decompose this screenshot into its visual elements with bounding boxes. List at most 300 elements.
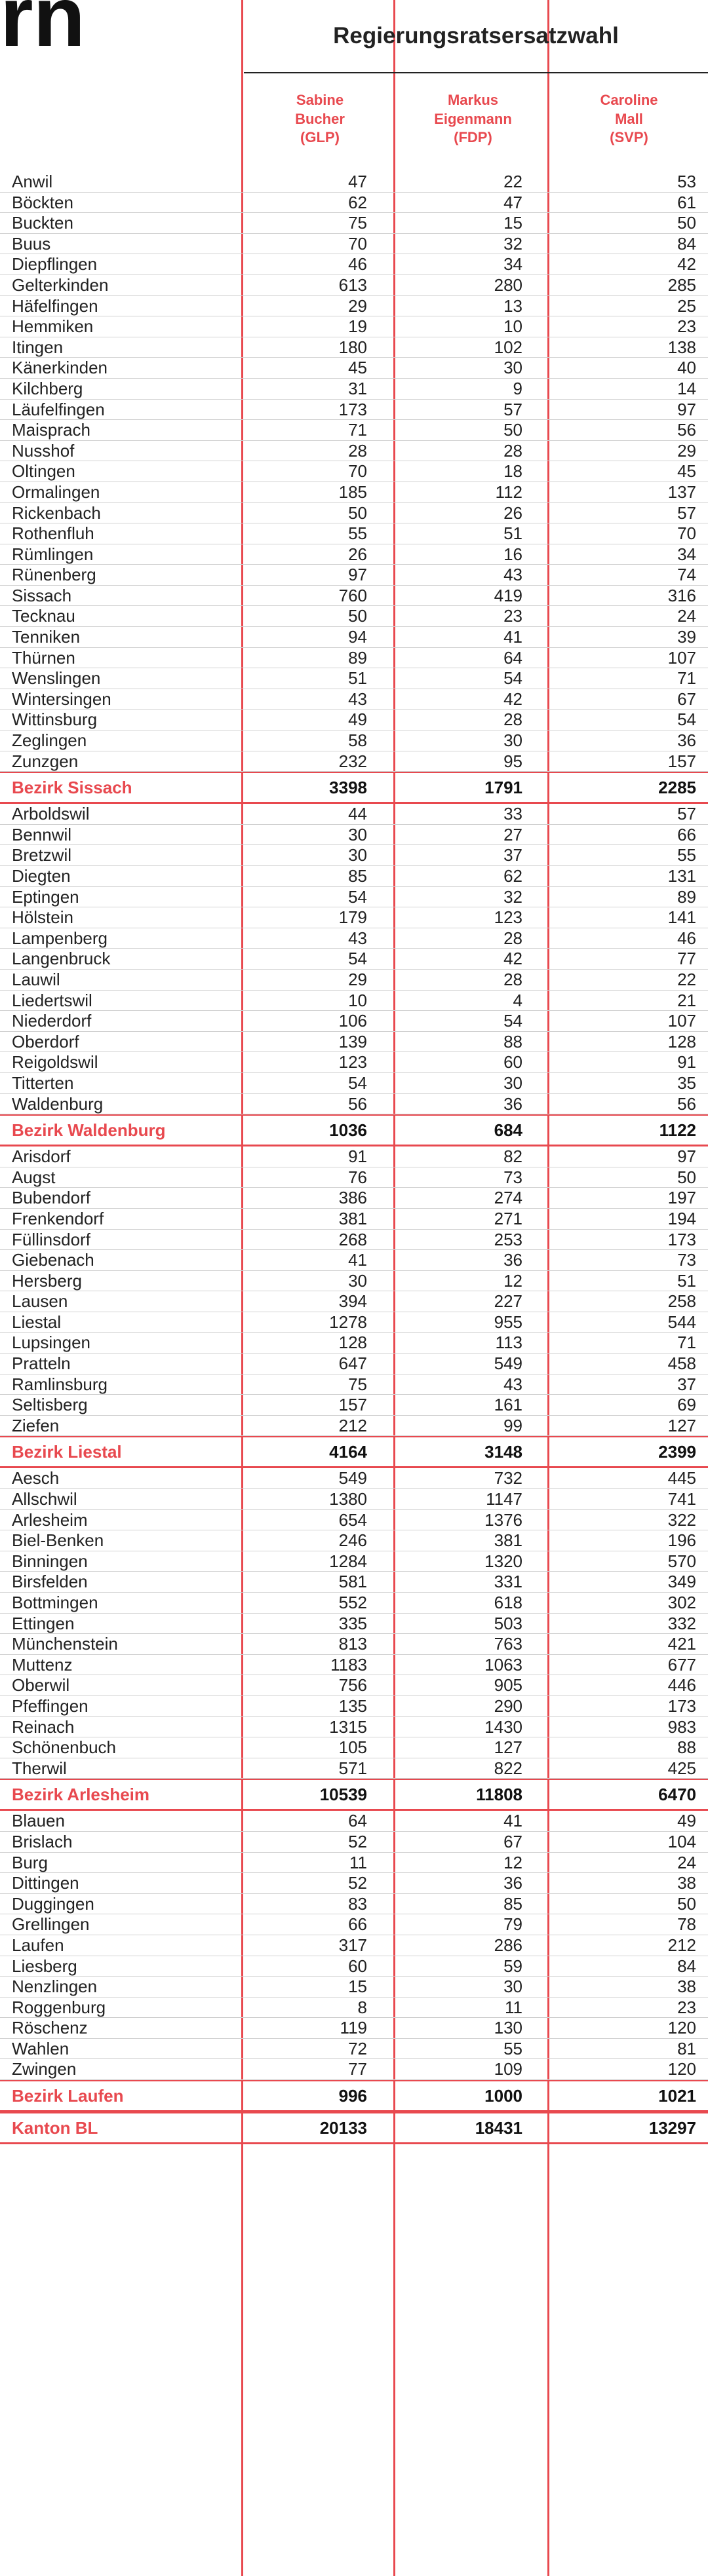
municipality-name: Hersberg: [12, 1270, 82, 1291]
vote-count: 51: [503, 523, 522, 544]
vote-count: 50: [348, 502, 367, 523]
table-row: [0, 1655, 708, 1676]
vote-count: 1791: [484, 778, 522, 798]
table-header: Regierungsratsersatzwahl: [244, 0, 708, 73]
table-row: [0, 887, 708, 908]
municipality-name: Nusshof: [12, 440, 75, 461]
vote-count: 3398: [329, 778, 367, 798]
municipality-name: Pfeffingen: [12, 1695, 88, 1716]
vote-count: 20133: [319, 2118, 367, 2138]
municipality-name: Langenbruck: [12, 949, 111, 969]
vote-count: 73: [503, 1167, 522, 1187]
vote-count: 760: [338, 585, 367, 605]
vote-count: 120: [667, 2018, 696, 2038]
vote-count: 26: [503, 502, 522, 523]
table-row: [0, 213, 708, 234]
municipality-name: Bezirk Sissach: [12, 778, 132, 798]
vote-count: 23: [677, 316, 696, 337]
municipality-name: Sissach: [12, 585, 72, 605]
table-row: [0, 730, 708, 751]
vote-count: 570: [667, 1551, 696, 1571]
municipality-name: Buus: [12, 233, 51, 254]
municipality-name: Känerkinden: [12, 358, 108, 378]
municipality-name: Pratteln: [12, 1354, 71, 1374]
table-row: [0, 689, 708, 710]
vote-count: 179: [338, 907, 367, 928]
municipality-name: Muttenz: [12, 1654, 73, 1675]
municipality-name: Augst: [12, 1167, 56, 1187]
vote-count: 2285: [658, 778, 696, 798]
municipality-name: Wintersingen: [12, 689, 111, 709]
vote-count: 647: [338, 1354, 367, 1374]
municipality-name: Duggingen: [12, 1893, 94, 1914]
vote-count: 88: [503, 1031, 522, 1051]
vote-count: 54: [677, 710, 696, 730]
vote-count: 11: [349, 1852, 367, 1872]
municipality-name: Zeglingen: [12, 730, 87, 751]
vote-count: 74: [677, 565, 696, 585]
vote-count: 128: [667, 1031, 696, 1051]
vote-count: 654: [338, 1509, 367, 1530]
vote-count: 70: [348, 461, 367, 482]
vote-count: 141: [667, 907, 696, 928]
municipality-name: Itingen: [12, 337, 64, 357]
vote-count: 35: [677, 1072, 696, 1093]
vote-count: 3148: [484, 1442, 522, 1462]
vote-count: 89: [677, 886, 696, 907]
table-row: [0, 1209, 708, 1230]
vote-count: 28: [503, 928, 522, 948]
vote-count: 322: [667, 1509, 696, 1530]
vote-count: 173: [338, 399, 367, 419]
vote-count: 22: [503, 172, 522, 191]
vote-count: 822: [494, 1758, 522, 1778]
vote-count: 19: [348, 316, 367, 337]
vote-count: 1315: [329, 1716, 367, 1737]
table-row: [0, 825, 708, 846]
vote-count: 113: [495, 1333, 522, 1353]
vote-count: 18: [503, 461, 522, 482]
municipality-name: Bubendorf: [12, 1188, 90, 1208]
table-row: [0, 1333, 708, 1354]
table-row: [0, 1374, 708, 1395]
municipality-name: Ziefen: [12, 1415, 60, 1435]
municipality-name: Ramlinsburg: [12, 1374, 108, 1394]
table-row: [0, 1530, 708, 1551]
table-row: [0, 193, 708, 214]
vote-count: 69: [677, 1395, 696, 1415]
vote-count: 23: [677, 1997, 696, 2017]
vote-count: 75: [348, 1374, 367, 1394]
vote-count: 59: [503, 1956, 522, 1976]
municipality-name: Zwingen: [12, 2059, 77, 2079]
municipality-name: Ettingen: [12, 1613, 75, 1633]
municipality-name: Eptingen: [12, 886, 79, 907]
vote-count: 30: [503, 730, 522, 751]
vote-count: 258: [667, 1291, 696, 1312]
vote-count: 53: [677, 172, 696, 191]
table-row: [0, 316, 708, 337]
vote-count: 2399: [658, 1442, 696, 1462]
table-row: [0, 296, 708, 317]
vote-count: 458: [667, 1354, 696, 1374]
table-row: [0, 1416, 708, 1437]
municipality-name: Oberdorf: [12, 1031, 79, 1051]
vote-count: 16: [503, 544, 522, 564]
vote-count: 11: [505, 1997, 522, 2017]
municipality-name: Liesberg: [12, 1956, 77, 1976]
municipality-name: Reinach: [12, 1716, 75, 1737]
vote-count: 381: [494, 1530, 522, 1551]
vote-count: 18431: [475, 2118, 522, 2138]
municipality-name: Wahlen: [12, 2038, 69, 2058]
table-row: [0, 1572, 708, 1593]
table-row: [0, 2018, 708, 2039]
vote-count: 55: [503, 2038, 522, 2058]
table-row: [0, 668, 708, 689]
vote-count: 22: [677, 969, 696, 989]
vote-count: 253: [494, 1229, 522, 1249]
vote-count: 70: [348, 233, 367, 254]
vote-count: 72: [348, 2038, 367, 2058]
municipality-name: Thürnen: [12, 647, 75, 668]
vote-count: 97: [677, 399, 696, 419]
vote-count: 331: [494, 1572, 522, 1592]
table-row: [0, 461, 708, 482]
vote-count: 161: [494, 1395, 522, 1415]
vote-count: 286: [494, 1935, 522, 1955]
municipality-name: Grellingen: [12, 1914, 90, 1935]
vote-count: 131: [667, 866, 696, 886]
vote-count: 349: [667, 1572, 696, 1592]
vote-count: 50: [677, 213, 696, 233]
vote-count: 6470: [658, 1785, 696, 1805]
vote-count: 552: [338, 1593, 367, 1612]
table-row: [0, 1052, 708, 1073]
vote-count: 120: [667, 2059, 696, 2079]
vote-count: 49: [348, 710, 367, 730]
vote-count: 386: [338, 1188, 367, 1208]
municipality-name: Häfelfingen: [12, 295, 98, 316]
municipality-name: Frenkendorf: [12, 1208, 104, 1228]
municipality-name: Dittingen: [12, 1873, 79, 1893]
vote-count: 43: [503, 1374, 522, 1394]
vote-count: 76: [348, 1167, 367, 1187]
vote-count: 544: [667, 1312, 696, 1332]
vote-count: 99: [503, 1415, 522, 1435]
vote-count: 30: [503, 358, 522, 378]
vote-count: 104: [667, 1831, 696, 1851]
vote-count: 1183: [330, 1654, 367, 1675]
table-row: [0, 1489, 708, 1510]
table-row: [0, 1312, 708, 1333]
municipality-name: Bezirk Arlesheim: [12, 1785, 150, 1805]
vote-count: 34: [677, 544, 696, 564]
municipality-name: Biel-Benken: [12, 1530, 104, 1551]
table-row: [0, 565, 708, 586]
table-row: [0, 337, 708, 358]
table-row: [0, 1230, 708, 1251]
vote-count: 741: [667, 1489, 696, 1509]
vote-count: 66: [677, 824, 696, 844]
vote-count: 64: [348, 1811, 367, 1831]
vote-count: 332: [667, 1613, 696, 1633]
canton-total-row: [0, 2112, 708, 2144]
table-row: [0, 1167, 708, 1188]
vote-count: 13297: [648, 2118, 696, 2138]
table-row: [0, 866, 708, 887]
vote-count: 24: [677, 606, 696, 626]
district-total-row: [0, 772, 708, 804]
vote-count: 756: [338, 1675, 367, 1695]
results-table: [0, 172, 708, 2144]
municipality-name: Tecknau: [12, 606, 75, 626]
vote-count: 581: [338, 1572, 367, 1592]
table-row: [0, 1832, 708, 1853]
table-row: [0, 1914, 708, 1935]
table-row: [0, 523, 708, 544]
municipality-name: Rümlingen: [12, 544, 94, 564]
table-row: [0, 254, 708, 275]
vote-count: 28: [503, 710, 522, 730]
vote-count: 196: [667, 1530, 696, 1551]
vote-count: 28: [503, 440, 522, 461]
vote-count: 57: [677, 804, 696, 824]
municipality-name: Münchenstein: [12, 1634, 118, 1654]
vote-count: 40: [677, 358, 696, 378]
vote-count: 46: [348, 254, 367, 275]
municipality-name: Anwil: [12, 172, 53, 191]
vote-count: 45: [677, 461, 696, 482]
municipality-name: Hölstein: [12, 907, 73, 928]
vote-count: 137: [667, 482, 696, 502]
vote-count: 130: [494, 2018, 522, 2038]
vote-count: 185: [338, 482, 367, 502]
vote-count: 9: [513, 378, 522, 398]
table-row: [0, 751, 708, 772]
vote-count: 212: [667, 1935, 696, 1955]
vote-count: 618: [494, 1593, 522, 1612]
vote-count: 157: [667, 751, 696, 771]
vote-count: 27: [503, 824, 522, 844]
vote-count: 28: [348, 440, 367, 461]
vote-count: 138: [667, 337, 696, 357]
vote-count: 71: [677, 668, 696, 689]
municipality-name: Blauen: [12, 1811, 65, 1831]
table-row: [0, 2039, 708, 2060]
table-row: [0, 441, 708, 462]
vote-count: 28: [503, 969, 522, 989]
vote-count: 1278: [329, 1312, 367, 1332]
municipality-name: Rickenbach: [12, 502, 101, 523]
candidate-eigenmann: Markus Eigenmann (FDP): [434, 92, 512, 146]
table-row: [0, 1073, 708, 1094]
municipality-name: Bezirk Liestal: [12, 1442, 122, 1462]
vote-count: 102: [494, 337, 522, 357]
vote-count: 32: [503, 233, 522, 254]
table-row: [0, 2059, 708, 2080]
vote-count: 10539: [319, 1785, 367, 1805]
vote-count: 8: [357, 1997, 367, 2017]
table-row: [0, 1468, 708, 1489]
vote-count: 15: [348, 1977, 367, 1997]
vote-count: 1147: [486, 1489, 522, 1509]
candidate-bucher: Sabine Bucher (GLP): [295, 92, 345, 146]
table-row: [0, 991, 708, 1012]
table-row: [0, 1634, 708, 1655]
vote-count: 91: [348, 1146, 367, 1167]
table-row: [0, 627, 708, 648]
vote-count: 30: [348, 1270, 367, 1291]
municipality-name: Diepflingen: [12, 254, 98, 275]
vote-count: 55: [677, 845, 696, 865]
vote-count: 613: [338, 275, 367, 295]
vote-count: 732: [494, 1468, 522, 1488]
municipality-name: Rünenberg: [12, 565, 96, 585]
table-row: [0, 1998, 708, 2018]
vote-count: 39: [677, 627, 696, 647]
table-row: [0, 1032, 708, 1053]
vote-count: 23: [503, 606, 522, 626]
vote-count: 29: [348, 969, 367, 989]
municipality-name: Wittinsburg: [12, 710, 98, 730]
table-row: [0, 1853, 708, 1874]
municipality-name: Birsfelden: [12, 1572, 88, 1592]
municipality-name: Allschwil: [12, 1489, 77, 1509]
vote-count: 212: [338, 1415, 367, 1435]
vote-count: 12: [503, 1270, 522, 1291]
vote-count: 105: [338, 1737, 367, 1758]
vote-count: 30: [503, 1072, 522, 1093]
vote-count: 302: [667, 1593, 696, 1612]
vote-count: 77: [677, 949, 696, 969]
vote-count: 44: [348, 804, 367, 824]
municipality-name: Giebenach: [12, 1250, 94, 1270]
vote-count: 43: [348, 689, 367, 709]
vote-count: 51: [677, 1270, 696, 1291]
vote-count: 50: [677, 1167, 696, 1187]
vote-count: 57: [503, 399, 522, 419]
table-row: [0, 1551, 708, 1572]
vote-count: 50: [677, 1893, 696, 1914]
table-row: [0, 845, 708, 866]
vote-count: 83: [348, 1893, 367, 1914]
municipality-name: Tenniken: [12, 627, 81, 647]
municipality-name: Lausen: [12, 1291, 68, 1312]
vote-count: 41: [503, 627, 522, 647]
vote-count: 85: [503, 1893, 522, 1914]
vote-count: 54: [503, 668, 522, 689]
municipality-name: Oberwil: [12, 1675, 70, 1695]
vote-count: 29: [677, 440, 696, 461]
vote-count: 232: [338, 751, 367, 771]
vote-count: 30: [348, 845, 367, 865]
vote-count: 290: [494, 1695, 522, 1716]
table-row: [0, 400, 708, 421]
vote-count: 47: [348, 172, 367, 191]
table-row: [0, 1094, 708, 1115]
vote-count: 89: [348, 647, 367, 668]
table-row: [0, 1956, 708, 1977]
table-row: [0, 420, 708, 441]
vote-count: 106: [338, 1011, 367, 1031]
table-row: [0, 970, 708, 991]
table-row: [0, 275, 708, 296]
municipality-name: Lampenberg: [12, 928, 108, 948]
vote-count: 109: [494, 2059, 522, 2079]
vote-count: 123: [338, 1052, 367, 1072]
table-row: [0, 1593, 708, 1614]
district-total-row: [0, 1114, 708, 1146]
table-row: [0, 234, 708, 255]
vote-count: 77: [348, 2059, 367, 2079]
vote-count: 32: [503, 886, 522, 907]
table-row: [0, 1250, 708, 1271]
municipality-name: Gelterkinden: [12, 275, 109, 295]
vote-count: 70: [677, 523, 696, 544]
municipality-name: Waldenburg: [12, 1093, 104, 1114]
vote-count: 42: [677, 254, 696, 275]
table-row: [0, 907, 708, 928]
vote-count: 119: [340, 2018, 367, 2038]
table-row: [0, 1675, 708, 1696]
table-row: [0, 172, 708, 193]
page-title: rn: [0, 0, 85, 64]
table-row: [0, 648, 708, 669]
vote-count: 81: [677, 2038, 696, 2058]
vote-count: 335: [338, 1613, 367, 1633]
vote-count: 30: [503, 1977, 522, 1997]
vote-count: 50: [503, 420, 522, 440]
vote-count: 60: [503, 1052, 522, 1072]
municipality-name: Kanton BL: [12, 2118, 98, 2138]
vote-count: 15: [503, 213, 522, 233]
vote-count: 71: [677, 1333, 696, 1353]
vote-count: 549: [338, 1468, 367, 1488]
vote-count: 37: [677, 1374, 696, 1394]
vote-count: 42: [503, 949, 522, 969]
vote-count: 316: [667, 585, 696, 605]
municipality-name: Bezirk Waldenburg: [12, 1120, 166, 1141]
municipality-name: Bezirk Laufen: [12, 2086, 124, 2106]
vote-count: 445: [667, 1468, 696, 1488]
vote-count: 75: [348, 213, 367, 233]
vote-count: 180: [338, 337, 367, 357]
vote-count: 173: [667, 1695, 696, 1716]
municipality-name: Wenslingen: [12, 668, 101, 689]
vote-count: 813: [338, 1634, 367, 1654]
vote-count: 95: [503, 751, 522, 771]
municipality-name: Diegten: [12, 866, 71, 886]
vote-count: 425: [667, 1758, 696, 1778]
vote-count: 26: [348, 544, 367, 564]
district-total-row: [0, 1436, 708, 1468]
vote-count: 88: [677, 1737, 696, 1758]
vote-count: 66: [348, 1914, 367, 1935]
municipality-name: Böckten: [12, 192, 73, 212]
vote-count: 36: [503, 1873, 522, 1893]
table-row: [0, 1894, 708, 1915]
vote-count: 11808: [476, 1785, 522, 1805]
vote-count: 62: [503, 866, 522, 886]
vote-count: 285: [667, 275, 696, 295]
vote-count: 107: [667, 1011, 696, 1031]
vote-count: 31: [348, 378, 367, 398]
municipality-name: Arlesheim: [12, 1509, 88, 1530]
municipality-name: Aesch: [12, 1468, 60, 1488]
municipality-name: Zunzgen: [12, 751, 79, 771]
vote-count: 1430: [484, 1716, 522, 1737]
